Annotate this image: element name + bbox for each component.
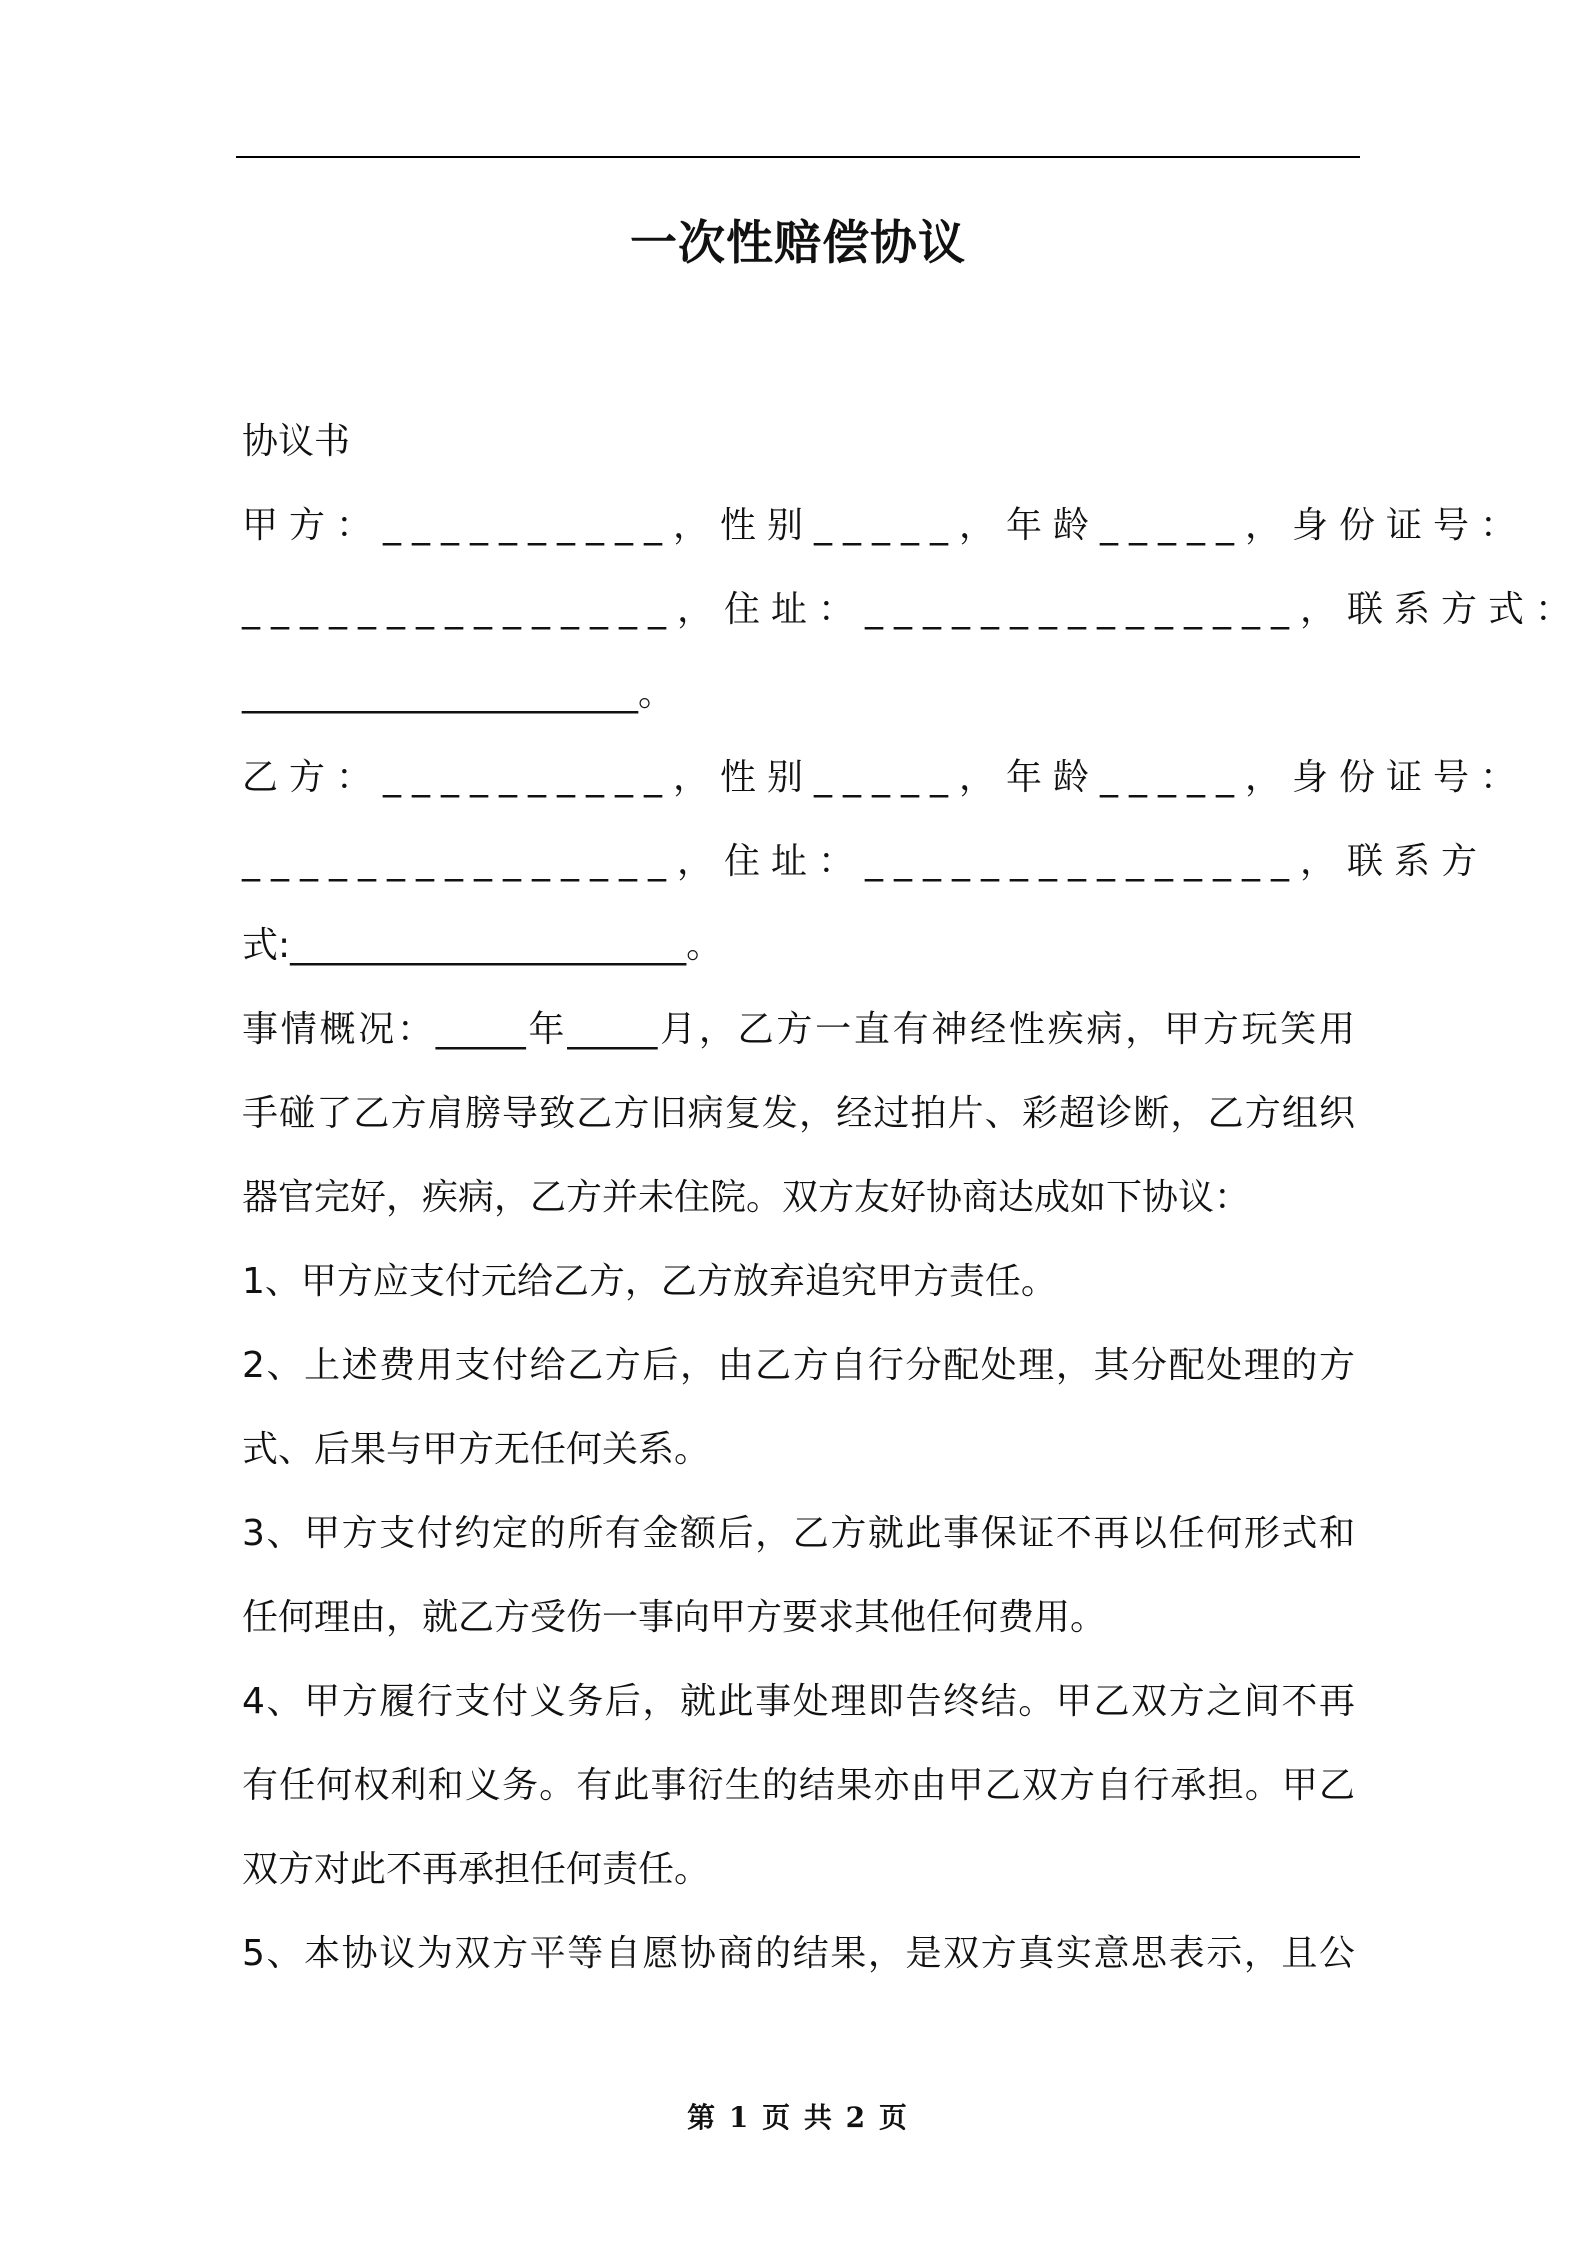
party-a-line-2: _______________，住址：_______________，联系方式： [242,589,1583,630]
clause-4-line-3: 双方对此不再承担任何责任。 [242,1849,711,1890]
clause-3-line-2: 任何理由，就乙方受伤一事向甲方要求其他任何费用。 [242,1597,1107,1638]
party-b-line-2: _______________，住址：_______________，联系方 [242,841,1488,882]
party-b-line-1: 乙方：__________，性别_____，年龄_____，身份证号： [242,757,1528,798]
party-b-line-3: 式:______________________。 [242,925,723,966]
header-rule [236,156,1360,158]
situation-line-3: 器官完好，疾病，乙方并未住院。双方友好协商达成如下协议： [242,1177,1251,1218]
clause-4-line-2: 有任何权利和义务。有此事衍生的结果亦由甲乙双方自行承担。甲乙 [242,1765,1355,1806]
party-a-line-1: 甲方：__________，性别_____，年龄_____，身份证号： [242,505,1528,546]
situation-line-1: 事情概况：_____年_____月，乙方一直有神经性疾病，甲方玩笑用 [242,1009,1355,1050]
clause-2-line-1: 2、上述费用支付给乙方后，由乙方自行分配处理，其分配处理的方 [242,1345,1355,1386]
clause-4-line-1: 4、甲方履行支付义务后，就此事处理即告终结。甲乙双方之间不再 [242,1681,1355,1722]
clause-5-line-1: 5、本协议为双方平等自愿协商的结果，是双方真实意思表示，且公 [242,1933,1355,1974]
page-footer: 第 1 页 共 2 页 [687,2101,909,2134]
subtitle-line: 协议书 [242,421,351,462]
situation-line-2: 手碰了乙方肩膀导致乙方旧病复发，经过拍片、彩超诊断，乙方组织 [242,1093,1355,1134]
clause-3-line-1: 3、甲方支付约定的所有金额后，乙方就此事保证不再以任何形式和 [242,1513,1355,1554]
clause-2-line-2: 式、后果与甲方无任何关系。 [242,1429,711,1470]
document-title: 一次性赔偿协议 [630,216,966,271]
party-a-line-3: ______________________。 [242,673,674,714]
clause-1-line-1: 1、甲方应支付元给乙方，乙方放弃追究甲方责任。 [242,1261,1057,1302]
document-body [242,400,1583,1996]
